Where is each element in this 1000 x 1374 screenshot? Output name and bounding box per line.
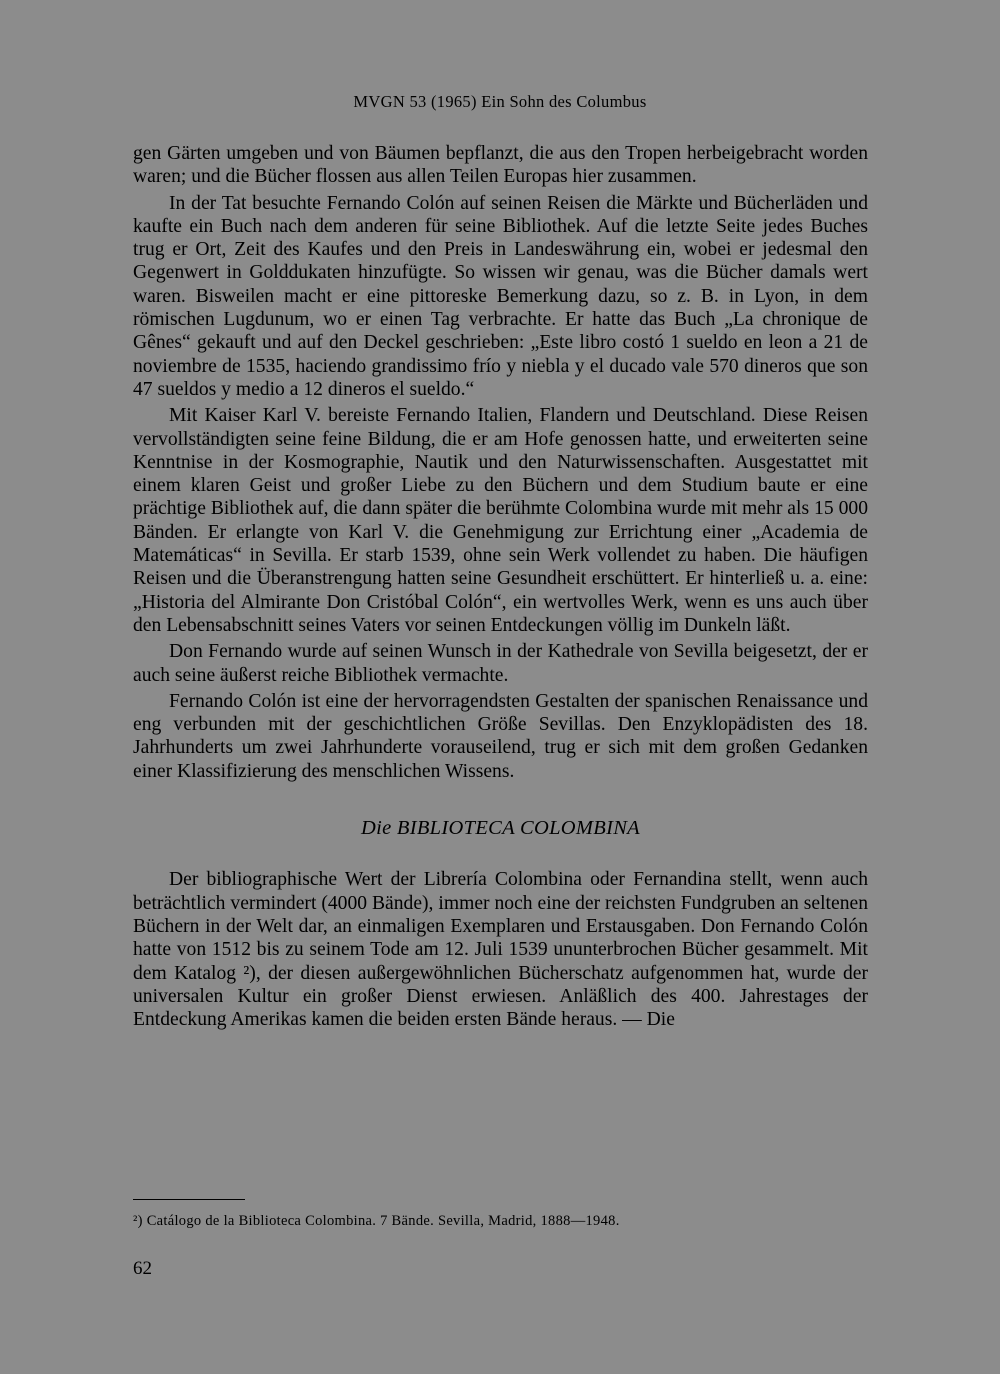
section-paragraph: Der bibliographische Wert der Librería Colombina oder Fernandina stellt, wenn auch beträchtlich vermindert (4000 Bände), immer noch eine der reichsten Fundgruben an seltenen Büchern in der Welt dar, an einmaligen Exemplaren und Erstausgaben. Don Fernando Colón hatte von 1512 bis zu seinem Tode am 12. Juli 1539 ununterbrochen Bücher gesammelt. Mit dem Katalog ²), der diesen außergewöhnlichen Bücherschatz aufgenommen hat, wurde der universalen Kultur ein großer Dienst erwiesen. Anläßlich des 400. Jahrestages der Entdeckung Amerikas kamen die beiden ersten Bände heraus. — Die [133, 869, 868, 1031]
paragraph-4: Don Fernando wurde auf seinen Wunsch in der Kathedrale von Sevilla beigesetzt, der er auch seine äußerst reiche Bibliothek vermachte. [133, 641, 868, 686]
paragraph-3: Mit Kaiser Karl V. bereiste Fernando Italien, Flandern und Deutschland. Diese Reisen vervollständigten seine feine Bildung, die er am Hofe genossen hatte, und erweiterten seine Kenntnise in der Kosmographie, Nautik und den Naturwissenschaften. Ausgestattet mit einem klaren Geist und großer Liebe zu den Büchern und dem Studium baute er eine prächtige Bibliothek auf, die dann später die berühmte Colombina wurde mit mehr als 15 000 Bänden. Er erlangte von Karl V. die Genehmigung zur Errichtung einer „Academia de Matemáticas“ in Sevilla. Er starb 1539, ohne sein Werk vollendet zu haben. Die häufigen Reisen und die Überanstrengung hatten seine Gesundheit erschüttert. Er hinterließ u. a. eine: „Historia del Almirante Don Cristóbal Colón“, ein wertvolles Werk, wenn es uns auch über den Lebensabschnitt seines Vaters vor seinen Entdeckungen völlig im Dunkeln läßt. [133, 405, 868, 636]
footnote: ²) Catálogo de la Biblioteca Colombina. 7 Bände. Sevilla, Madrid, 1888—1948. [133, 1213, 620, 1229]
body-text [133, 142, 868, 1031]
running-head: MVGN 53 (1965) Ein Sohn des Columbus [353, 92, 647, 111]
page-number: 62 [133, 1258, 152, 1279]
paragraph-2: In der Tat besuchte Fernando Colón auf seinen Reisen die Märkte und Bücherläden und kaufte ein Buch nach dem anderen für seine Bibliothek. Auf die letzte Seite jedes Buches trug er Ort, Zeit des Kaufes und den Preis in Landeswährung ein, wobei er jedesmal den Gegenwert in Golddukaten hinzufügte. So wissen wir genau, was die Bücher damals wert waren. Bisweilen macht er eine pittoreske Bemerkung dazu, so z. B. in Lyon, in dem römischen Lugdunum, wo er einen Tag verbrachte. Er hatte das Buch „La chronique de Gênes“ gekauft und auf den Deckel geschrieben: „Este libro costó 1 sueldo en leon a 21 de noviembre de 1535, haciendo grandissimo frío y niebla y el ducado vale 570 dineros que son 47 sueldos y medio a 12 dineros el sueldo.“ [133, 192, 868, 400]
footnote-divider [133, 1199, 245, 1200]
paragraph-5: Fernando Colón ist eine der hervorragendsten Gestalten der spanischen Renaissance und eng verbunden mit der geschichtlichen Größe Sevillas. Den Enzyklopädisten des 18. Jahrhunderts um zwei Jahrhunderte vorauseilend, trug er sich mit dem großen Gedanken einer Klassifizierung des menschlichen Wissens. [133, 690, 868, 782]
section-heading: Die BIBLIOTECA COLOMBINA [360, 817, 640, 840]
paragraph-1: gen Gärten umgeben und von Bäumen bepflanzt, die aus den Tropen herbeigebracht worden waren; und die Bücher flossen aus allen Teilen Europas hier zusammen. [133, 143, 868, 188]
